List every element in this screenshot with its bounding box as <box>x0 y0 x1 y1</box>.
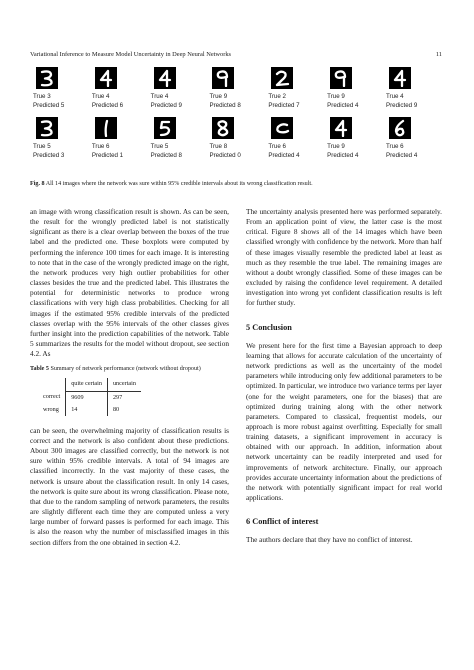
table-cell: 80 <box>107 404 141 416</box>
true-label: True 6 <box>91 143 110 150</box>
digit-image <box>36 117 58 139</box>
predicted-label: Predicted 8 <box>209 101 241 109</box>
digit-image <box>271 67 293 89</box>
paragraph: The uncertainty analysis presented here was performed separately. From an application point of view, the latter case is the most critical. Figure 8 shows all of the 14 images which have been classified wrongly with confidence by the network. More than half of these images visually resemble the predicted label at least as much as they resemble the true label. The remaining images are without a doubt wrongly classified. Some of these images can be excluded by raising the confidence level requirement. A detailed investigation into wrong yet confident classification results is left for further study. <box>246 207 442 308</box>
section-heading-conclusion: 5 Conclusion <box>246 322 292 332</box>
table-cell: 297 <box>107 391 141 404</box>
predicted-label: Predicted 4 <box>327 151 359 159</box>
true-label: True 9 <box>327 143 345 150</box>
paragraph: We present here for the first time a Bayesian approach to deep learning that allows for accurate calculation of the uncertainty of network predictions as well as the uncertainty of the model parameters while introducing only few additional parameters to be optimized. In particular, we introduce two variance terms per layer (one for the weight parameters, one for the biases) that are optimized during training along with the other network parameters. Compared to classical, frequentist models, our approach is more robust against overfitting. Especially for small training datasets, a significant improvement in accuracy is obtained with our approach. In addition, information about network uncertainty can be readily interpreted and used for improvements of network architecture. Finally, our approach provides accurate uncertainty information about the predictions of the network with potentially significant impact for real world applications. <box>246 340 442 503</box>
digit-figure <box>268 117 314 160</box>
predicted-label: Predicted 6 <box>91 101 124 109</box>
table-label: Table 5 <box>30 366 49 373</box>
digit-figure <box>386 67 432 110</box>
table-header-row <box>38 378 141 391</box>
true-label: True 4 <box>150 93 169 100</box>
digit-image <box>154 117 176 139</box>
digit-image <box>36 67 58 89</box>
paragraph: The authors declare that they have no conflict of interest. <box>246 535 413 545</box>
predicted-label: Predicted 9 <box>385 101 418 109</box>
true-label: True 6 <box>385 143 404 150</box>
true-label: True 5 <box>33 143 51 150</box>
digit-figure <box>327 67 373 110</box>
table-row-label: wrong <box>43 405 59 413</box>
digit-image <box>271 117 293 139</box>
digit-figure <box>151 67 197 110</box>
digit-figure <box>92 67 138 110</box>
image-row-1 <box>30 67 442 110</box>
table-row <box>38 404 141 416</box>
predicted-label: Predicted 7 <box>268 101 300 109</box>
digit-figure <box>209 117 255 160</box>
figure-caption-text: All 14 images where the network was sure within 95% credible intervals about its wrong classification result. <box>45 181 313 187</box>
digit-figure <box>209 67 255 110</box>
digit-figure <box>327 117 373 160</box>
header-title: Variational Inference to Measure Model Uncertainty in Deep Neural Networks <box>30 51 232 58</box>
table-caption-text: Summary of network performance (network without dropout) <box>50 366 201 373</box>
true-label: True 3 <box>33 93 51 100</box>
right-column <box>246 207 442 546</box>
figure-label: Fig. 8 <box>30 181 45 187</box>
table-cell: 9609 <box>66 391 108 404</box>
table-row <box>38 391 141 404</box>
true-label: True 4 <box>91 93 110 100</box>
paragraph: can be seen, the overwhelming majority of classification results is correct and the network is also confident about these predictions. About 300 images are classified correctly, but the network is not sure within 95% credible intervals. A total of 94 images are classified incorrectly. In the vast majority of these cases, the network is unsure about the classification result. In only 14 cases, the network is quite sure about its wrong classification. Please note, that due to the random sampling of network parameters, the results are slightly different each time they are computed unless a very large number of forward passes is performed for each image. This is also the reason why the number of misclassified images in this section differs from the one obtained in section 4.2. <box>30 425 229 547</box>
true-label: True 8 <box>209 143 228 150</box>
table-caption <box>30 365 229 373</box>
digit-figure <box>386 117 432 160</box>
digit-image <box>95 117 117 139</box>
digit-image <box>212 117 234 139</box>
page-number: 11 <box>435 51 442 58</box>
figure-8 <box>30 67 442 160</box>
digit-image <box>154 67 176 89</box>
image-row-2 <box>30 117 442 160</box>
digit-figure <box>33 117 79 160</box>
running-header <box>30 51 442 58</box>
paragraph: an image with wrong classification result is shown. As can be seen, the result for the wrongly predicted label is not statistically significant as there is a clear overlap between the boxes of the true label and the predicted one. These boxplots were computed by performing the inference 100 times for each image. It is interesting to note that in the case of the wrongly predicted image on the right, the network produces very high outlier probabilities for other classes besides the true and the predicted label. This illustrates the potential for deterministic networks to produce wrong classifications with very high class probabilities. Checking for all images if the estimated 95% credible intervals of the predicted classes overlap with the 95% intervals of the other classes gives further insight into the prediction capabilities of the network. Table 5 summarizes the results for the model without dropout, see section 4.2. As <box>30 207 229 359</box>
section-heading-conflict: 6 Conflict of interest <box>246 517 319 527</box>
digit-figure <box>92 117 138 160</box>
digit-image <box>389 67 411 89</box>
table-corner <box>38 378 66 391</box>
predicted-label: Predicted 3 <box>33 151 65 159</box>
true-label: True 5 <box>150 143 169 150</box>
digit-image <box>95 67 117 89</box>
figure-caption <box>30 181 442 187</box>
digit-image <box>330 117 352 139</box>
digit-figure <box>268 67 314 110</box>
left-column <box>30 207 229 548</box>
predicted-label: Predicted 0 <box>209 151 241 159</box>
digit-figure <box>151 117 197 160</box>
predicted-label: Predicted 9 <box>150 101 182 109</box>
digit-image <box>330 67 352 89</box>
predicted-label: Predicted 5 <box>33 101 65 109</box>
digit-image <box>389 117 411 139</box>
predicted-label: Predicted 4 <box>385 151 418 159</box>
digit-figure <box>33 67 79 110</box>
true-label: True 6 <box>268 143 286 150</box>
true-label: True 9 <box>209 93 228 100</box>
predicted-label: Predicted 8 <box>150 151 182 159</box>
predicted-label: Predicted 4 <box>268 151 300 159</box>
predicted-label: Predicted 1 <box>91 151 124 159</box>
true-label: True 2 <box>268 93 286 100</box>
digit-image <box>212 67 234 89</box>
table-cell: 14 <box>66 404 108 416</box>
true-label: True 4 <box>385 93 404 100</box>
table-col-header: quite certain <box>66 378 108 391</box>
table-row-label: correct <box>43 393 61 401</box>
predicted-label: Predicted 4 <box>327 101 359 109</box>
true-label: True 9 <box>327 93 345 100</box>
table-5 <box>38 378 141 415</box>
table-col-header: uncertain <box>107 378 141 391</box>
